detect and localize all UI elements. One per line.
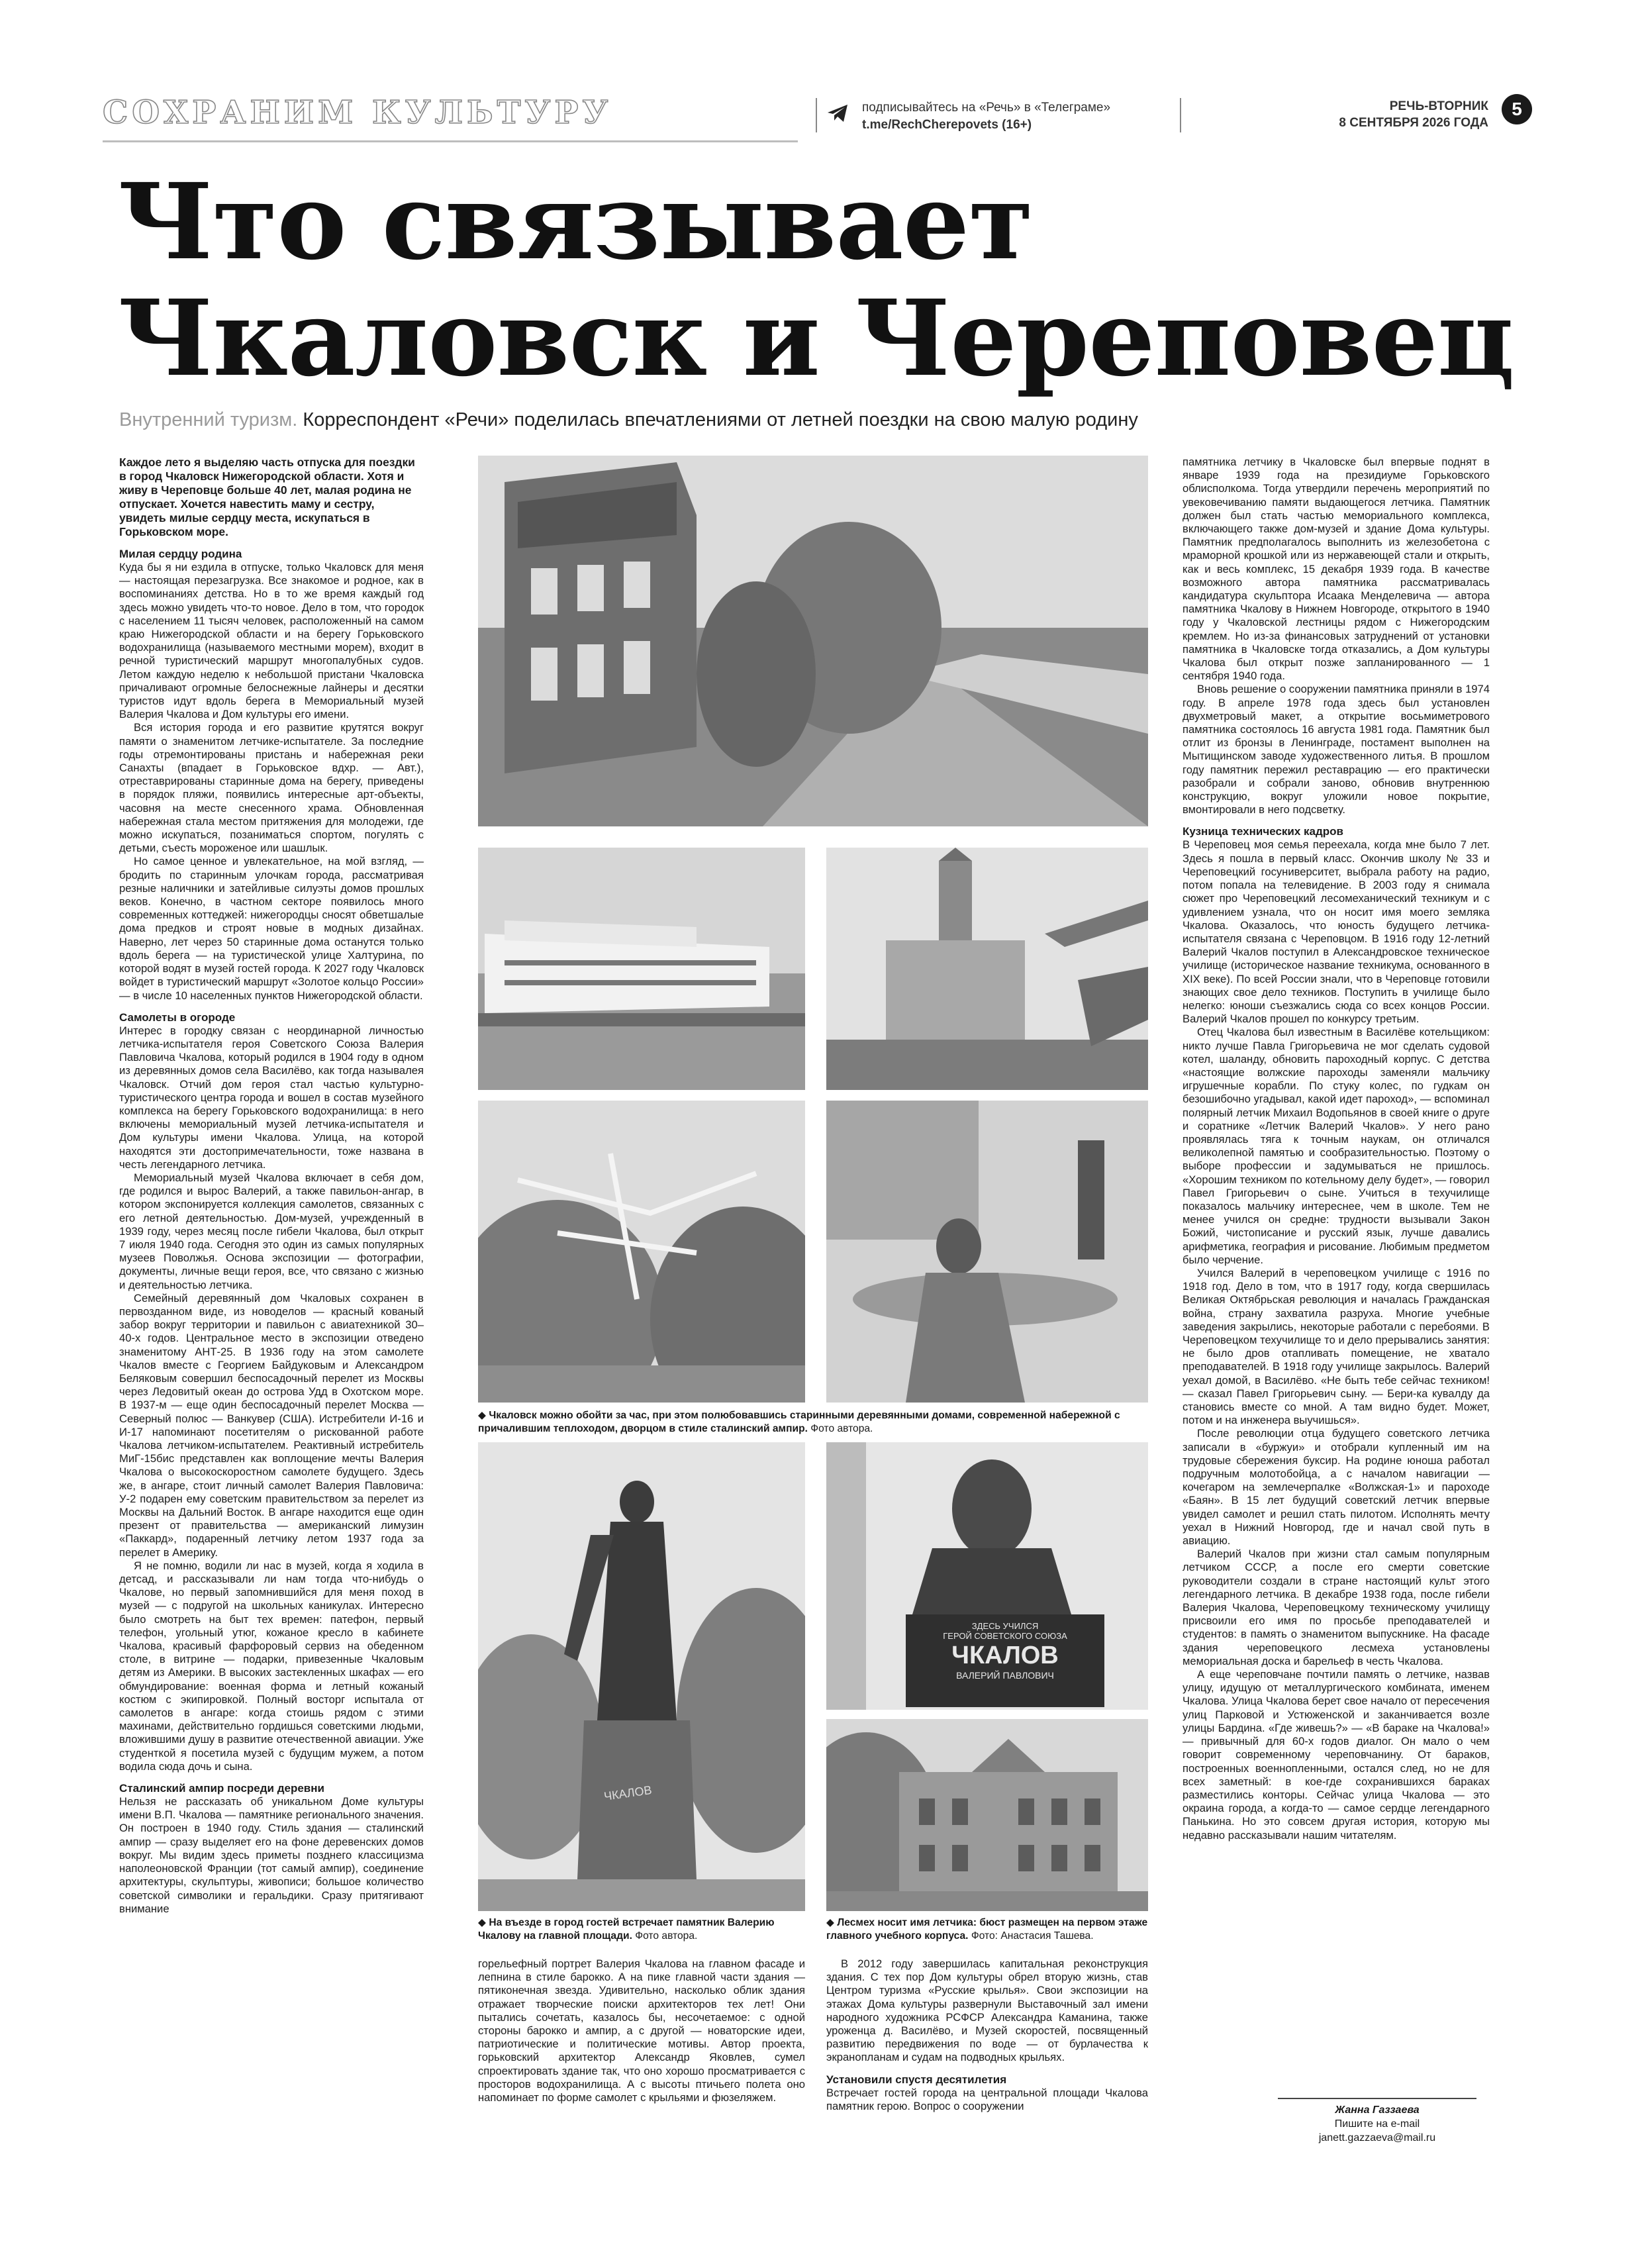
- page-number: 5: [1502, 94, 1532, 124]
- subheading: Кузница технических кадров: [1183, 825, 1344, 838]
- author-email[interactable]: janett.gazzaeva@mail.ru: [1318, 2132, 1436, 2144]
- text-column-4: [1183, 456, 1490, 2091]
- paragraph: В Череповец моя семья переехала, когда мне было 7 лет. Здесь я пошла в первый класс. Окончив школу № 33 и Череповецкий госуниверситет, выбрала работу на радио, потом попала на телевидение. В 2003 году я снимала сюжет про Череповецкий лесомеханический техникум и с удивлением узнала, что он носит имя моего земляка Чкалова. Оказалось, что юность будущего летчика-испытателя связана с Череповцом. В 1916 году 12-летний Валерий Чкалов поступил в Александровское техническое училище (историческое название техникума, основанного в XIX веке). По всей России знали, что в Череповце готовили знающих свое дело техников. Поступить в училище было нелегко: юноши съезжались сюда со всех концов России. Валерий Чкалов прошел по конкурсу третьим.: [1183, 838, 1490, 1026]
- section-rubric: СОХРАНИМ КУЛЬТУРУ: [103, 94, 612, 131]
- paragraph: Семейный деревянный дом Чкаловых сохранен в первозданном виде, из новоделов — красный кованый забор вокруг территории и павильон с авиатехникой 30–40-х годов. Центральное место в экспозиции отведено знаменитому АНТ-25. В 1936 году на этом самолете Чкалов вместе с Георгием Байдуковым и Александром Беляковым совершил беспосадочный перелет из Москвы через Ледовитый океан до острова Удд в Охотском море. В 1937-м — еще один беспосадочный перелет Москва — Северный полюс — Ванкувер (США). Истребители И-16 и И-17 напоминают посетителям о рискованной работе Чкалова летчиком-испытателем. Реактивный истребитель МиГ-15бис представлен как воплощение мечты Валерия Чкалова о высокоскоростном самолете будущего. Здесь же, в ангаре, стоит личный самолет Валерия Павловича: У-2 подарен ему советским правительством за перелет из Москвы на Дальний Восток. В ангаре находится еще один презент от правительства — американский лимузин «Паккард», подаренный летчику летом 1937 года за перелет в Америку.: [119, 1291, 424, 1559]
- paragraph: Куда бы я ни ездила в отпуске, только Чкаловск для меня — настоящая перезагрузка. Все знакомое и родное, как в воспоминаниях детства. Но в то же время каждый год здесь можно увидеть что-то новое. Дело в том, что городок с населением 11 тысяч человек, расположенный на самом краю Нижегородской области и на берегу Горьковского водохранилища (называемого местными морем), входит в речной туристический маршрут многопалубных судов. Летом каждую неделю к небольшой пристани Чкаловска причаливают огромные белоснежные лайнеры и десятки туристов идут вдоль берега в Мемориальный музей Валерия Чкалова и Дом культуры его имени.: [119, 561, 424, 721]
- contact-label: Пишите на e-mail: [1334, 2118, 1420, 2130]
- header-divider: [1180, 98, 1181, 132]
- caption-credit: Фото автора.: [810, 1423, 873, 1434]
- paragraph: Отец Чкалова был известным в Василёве котельщиком: никто лучше Павла Григорьевича не мог сделать судовой котел, шаланду, обновить пароходный корпус. С детства «настоящие волжские пароходы заменяли мальчику игрушечные корабли. По стуку колес, по гудкам он безошибочно угадывал, какой идет пароход», — вспоминал полярный летчик Михаил Водопьянов в своей книге о друге и соратнике «Летчик Валерий Чкалов». У него рано проявлялась тяга к точным наукам, он отличался великолепной памятью и сообразительностью. Поэтому о выборе профессии и задумываться не пришлось. «Хорошим техником по котельному делу будет», — говорил Павел Григорьевич о сыне. Учиться в техучилище показалось мальчику интереснее, чем в школе. Тем не менее учился он средне: трудности вызывали Закон Божий, чистописание и русский язык, лучше давались арифметика, география и рисование. Любимым предметом было черчение.: [1183, 1026, 1490, 1266]
- paragraph: памятника летчику в Чкаловске был впервые поднят в январе 1939 года на президиуме Горьковского облисполкома. Тогда утвердили перечень мероприятий по увековечиванию памяти выдающегося летчика. Памятник должен был стать частью мемориального комплекса, включающего также дом-музей и здание Дома культуры. Памятник предполагалось выполнить из железобетона с мраморной крошкой или из нержавеющей стали и открыть, как и весь комплекс, 15 декабря 1939 года. В качестве возможного автора памятника рассматривалась кандидатура скульптора Исаака Менделевича — автора памятника Чкалову в Нижнем Новгороде, открытого в 1940 году у Чкаловской лестницы рядом с Нижегородским кремлем. Но из-за финансовых затруднений от установки памятника в Чкаловске тогда отказались, а Дом культуры Чкалова был открыт позже запланированного — 1 сентября 1940 года.: [1183, 456, 1490, 683]
- text-column-3: [826, 1957, 1148, 2204]
- paragraph: А еще череповчане почтили память о летчике, назвав улицу, идущую от металлургического комбината, именем Чкалова. Улица Чкалова берет свое начало от пересечения улиц Парковой и Устюженской и заканчивается возле улицы Бардина. «Где живешь?» — «В бараке на Чкалова!» — привычный для 60-х годов диалог. Он мало о чем говорит современному череповчанину. От бараков, построенных военнопленными, остался след, но не для всех заметный: в кое-где сохранившихся бараках разместились конторы. Сейчас улица Чкалова — это окраина города, а когда-то — самое сердце легендарного Панькина. Но это совсем другая история, которую мы недавно рассказывали нашим читателям.: [1183, 1668, 1490, 1842]
- paragraph: Я не помню, водили ли нас в музей, когда я ходила в детсад, и рассказывали ли нам тогда что-нибудь о Чкалове, но первый запомнившийся для меня поход в музей — с подругой на школьных каникулах. Интересно было смотреть на быт тех времен: патефон, первый телефон, угольный утюг, кожаное кресло в кабинете Чкалова, красивый фарфоровый сервиз на обеденном столе, в витрине — подарки, привезенные Чкаловым детям из Америки. В высоких застекленных шкафах — его обмундирование: военная форма и летный кожаный костюм с экипировкой. Полный восторг испытала от самолетов в ангаре: когда стоишь рядом с этими махинами, действительно гордишься советскими людьми, вложившими душу в развитие отечественной авиации. Уже студенткой я посетила музей с будущим мужем, а потом водила сюда дочь и сына.: [119, 1559, 424, 1773]
- photo-chkalov-monument: [478, 1442, 805, 1911]
- photo-caption-2: [478, 1916, 805, 1943]
- subheading: Милая сердцу родина: [119, 548, 242, 560]
- paragraph: Валерий Чкалов при жизни стал самым популярным летчиком СССР, а после его смерти советские руководители создали в стране настоящий культ этого легендарного летчика. В декабре 1938 года, после гибели Валерия Чкалова, Череповецкому техническому училищу присвоили его имя по просьбе преподавателей и студентов: в память о знаменитом выпускнике. На фасаде здания череповецкого лесмеха установлены мемориальная доска и барельеф в честь Чкалова.: [1183, 1548, 1490, 1667]
- photo-old-house-embankment: [478, 456, 1148, 826]
- photo-chkalov-bust: [826, 1442, 1148, 1710]
- subheading: Сталинский ампир посреди деревни: [119, 1782, 324, 1795]
- caption-text: Лесмех носит имя летчика: бюст размещен на первом этаже главного учебного корпуса.: [826, 1917, 1148, 1942]
- author-signature: [1278, 2103, 1476, 2145]
- plaque-sub: ВАЛЕРИЙ ПАВЛОВИЧ: [956, 1670, 1054, 1681]
- caption-text: На въезде в город гостей встречает памятник Валерию Чкалову на главной площади.: [478, 1917, 775, 1942]
- photo-college-building: [826, 1719, 1148, 1911]
- photo-stalin-building-tower: [826, 848, 1148, 1090]
- photo-caption-3: [826, 1916, 1148, 1943]
- paragraph: горельефный портрет Валерия Чкалова на главном фасаде и лепнина в стиле барокко. А на пике главной части здания — пятиконечная звезда. Удивительно, насколько облик здания отражает творческие поиски архитекторов тех лет! Они пытались сочетать, казалось бы, несочетаемое: с одной стороны барокко и ампир, а с другой — новаторские идеи, патриотические и политические мотивы. Автор проекта, горьковский архитектор Александр Яковлев, сумел спроектировать здание так, что оно хорошо просматривается с просторов водохранилища. А с высоты птичьего полета оно напоминает по форме самолет с крыльями и фюзеляжем.: [478, 1957, 805, 2104]
- issue-info: [1339, 98, 1488, 131]
- caption-diamond-icon: ◆: [478, 1410, 489, 1421]
- paragraph: Вся история города и его развитие крутятся вокруг памяти о знаменитом летчике-испытателе. За последние годы отремонтированы пристань и набережная реки Санахты (впадает в Горьковское вдхр. — Авт.), отреставрированы старинные дома на берегу, приведены в порядок пляжи, появились интересные арт-объекты, часовня на месте снесенного храма. Обновленная набережная стала местом притяжения для молодежи, где можно искупаться, позаниматься спортом, погулять с детьми, съесть мороженое или шашлык.: [119, 721, 424, 855]
- photo-woman-fountain: [826, 1101, 1148, 1403]
- title-line-2: Чкаловск и Череповец: [118, 277, 1514, 400]
- plaque-line-1: ЗДЕСЬ УЧИЛСЯ: [971, 1621, 1039, 1631]
- telegram-line-1: подписывайтесь на «Речь» в «Телеграме»: [862, 101, 1111, 115]
- caption-text: Чкаловск можно обойти за час, при этом полюбовавшись старинными деревянными домами, современной набережной с причалившим теплоходом, дворцом в стиле сталинский ампир.: [478, 1410, 1120, 1434]
- paragraph: После революции отца будущего советского летчика записали в «буржуи» и отобрали купленный им на трудовые сбережения буксир. На родине юноша работал подручным молотобойца, а с началом навигации — кочегаром на землечерпалке «Волжская-1» и пароходе «Баян». В 15 лет будущий советский летчик впервые увидел самолет и решил стать пилотом. Исполнять мечту уехал в Нижний Новгород, где и начал свой путь в авиацию.: [1183, 1427, 1490, 1548]
- telegram-plane-icon: [826, 103, 849, 123]
- article-title: [118, 161, 1514, 400]
- caption-credit: Фото автора.: [635, 1930, 698, 1942]
- header-divider: [816, 98, 817, 132]
- paragraph: Интерес в городку связан с неординарной личностью летчика-испытателя героя Советского Союза Валерия Павловича Чкалова, который родился в 1904 году в одном из деревянных домов села Василёво, как тогда называлея Чкаловск. Отчий дом героя стал частью культурно-туристического центра города и вошел в состав музейного комплекса на берегу Горьковского водохранилища: в него включены мемориальный музей летчика-испытателя и Дом культуры имени Чкалова. Улица, на которой находятся эти достопримечательности, тоже названа в честь легендарного летчика.: [119, 1024, 424, 1171]
- text-column-1: [119, 456, 424, 2204]
- paragraph: Учился Валерий в череповецком училище с 1916 по 1918 год. Дело в том, что в 1917 году, когда свершилась Великая Октябрьская революция и началась Гражданская война, страну захватила разруха. Многие учебные заведения закрылись, некоторые работали с перебоями. В Череповецком техучилище то и дело прерывались занятия: не было дров отапливать помещение, не хватало преподавателей. В 1918 году училище закрылось. Валерий уехал домой, в Василёво. «Не быть тебе сейчас техником! — сказал Павел Григорьевич сыну. — Бери-ка кувалду да становись вместе со мной. А там видно будет. Может, потом и на инженера выучишься».: [1183, 1266, 1490, 1427]
- paragraph: Мемориальный музей Чкалова включает в себя дом, где родился и вырос Валерий, а также павильон-ангар, в котором экспонируется коллекция самолетов, связанных с его летной деятельностью. Дом-музей, учрежденный в 1939 году, через месяц после гибели Чкалова, был открыт 7 июля 1940 года. Сегодня это один из самых популярных музеев Поволжья. Основа экспозиции — фотографии, документы, личные вещи героя, все, что связано с жизнью и деятельностью летчика.: [119, 1171, 424, 1291]
- caption-diamond-icon: ◆: [826, 1917, 838, 1928]
- paragraph: Но самое ценное и увлекательное, на мой взгляд, — бродить по старинным улочкам города, рассматривая резные наличники и затейливые силуэты домов прошлых веков. Конечно, в частном секторе появилось много современных коттеджей: нижегородцы сносят обветшалые дома предков и строят новые в модных дизайнах. Наверно, лет через 50 старинные дома останутся только вдоль берега — на туристической улице Халтурина, по которой водят в музей гостей города. К 2027 году Чкаловск войдет в туристический маршрут «Золотое кольцо России» — в числе 10 населенных пунктов Нижегородской области.: [119, 855, 424, 1002]
- photo-plane-sculpture-park: [478, 1101, 805, 1403]
- subheading: Самолеты в огороде: [119, 1011, 236, 1024]
- paragraph: В 2012 году завершилась капитальная реконструкция здания. С тех пор Дом культуры обрел вторую жизнь, став Центром туризма «Русские крылья». Свои экспозиции на этажах Дома культуры развернули Выставочный зал имени народного художника РСФСР Александра Каманина, также уроженца д. Василёво, и Музей скоростей, посвященный развитию передвижения по воде — от бурлачества к экранопланам и судам на подводных крыльях.: [826, 1957, 1148, 2064]
- plaque-line-2: ГЕРОЙ СОВЕТСКОГО СОЮЗА: [943, 1631, 1067, 1641]
- article-intro: Каждое лето я выделяю часть отпуска для поездки в город Чкаловск Нижегородской области. Хотя и живу в Череповце больше 40 лет, малая родина не отпускает. Хочется навестить маму и сестру, увидеть милые сердцу места, искупаться в Горьковском море.: [119, 456, 415, 538]
- signature-rule: [1278, 2098, 1476, 2099]
- author-name: Жанна Газзаева: [1335, 2104, 1420, 2116]
- memorial-plaque: [919, 1621, 1091, 1681]
- title-line-1: Что связывает: [118, 161, 1034, 283]
- text-column-2: [478, 1957, 805, 2204]
- caption-credit: Фото: Анастасия Ташева.: [971, 1930, 1094, 1942]
- article-lead: [119, 409, 1138, 431]
- pedestal-inscription: ЧКАЛОВ: [603, 1783, 653, 1803]
- telegram-link[interactable]: t.me/RechCherepovets (16+): [862, 118, 1032, 132]
- rubric-underline: [103, 140, 798, 142]
- paragraph: Встречает гостей города на центральной площади Чкалова памятник герою. Вопрос о сооружении: [826, 2086, 1148, 2112]
- article-category: Внутренний туризм.: [119, 409, 298, 430]
- photo-cruise-ship: [478, 848, 805, 1090]
- issue-name: РЕЧЬ-ВТОРНИК: [1389, 99, 1488, 113]
- plaque-name: ЧКАЛОВ: [951, 1642, 1059, 1669]
- subheading: Установили спустя десятилетия: [826, 2073, 1007, 2086]
- issue-date: 8 СЕНТЯБРЯ 2026 ГОДА: [1339, 116, 1488, 130]
- paragraph: Нельзя не рассказать об уникальном Доме культуры имени В.П. Чкалова — памятнике регионального значения. Он построен в 1940 году. Стиль здания — сталинский ампир — сразу выделяет его на фоне деревенских домов вокруг. Мы видим здесь приметы позднего классицизма наполеоновской Франции (тот самый ампир), соединение архитектуры, скульптуры, живописи; большое количество советской символики и геральдики. Сразу притягивают внимание: [119, 1795, 424, 1915]
- lead-text: Корреспондент «Речи» поделилась впечатлениями от летней поездки на свою малую родину: [303, 409, 1138, 430]
- caption-diamond-icon: ◆: [478, 1917, 489, 1928]
- photo-caption-1: [478, 1409, 1148, 1436]
- paragraph: Вновь решение о сооружении памятника приняли в 1974 году. В апреле 1978 года здесь был установлен двухметровый макет, а открытие восьмиметрового памятника состоялось 16 августа 1981 года. Памятник был отлит из бронзы в Ленинграде, постамент выполнен на Мытищинском заводе художественного литья. В прошлом году памятник пережил реставрацию — его практически разобрали и собрали заново, обновив внутреннюю конструкцию, вокруг уложили новое покрытие, вмонтировали в него подсветку.: [1183, 683, 1490, 816]
